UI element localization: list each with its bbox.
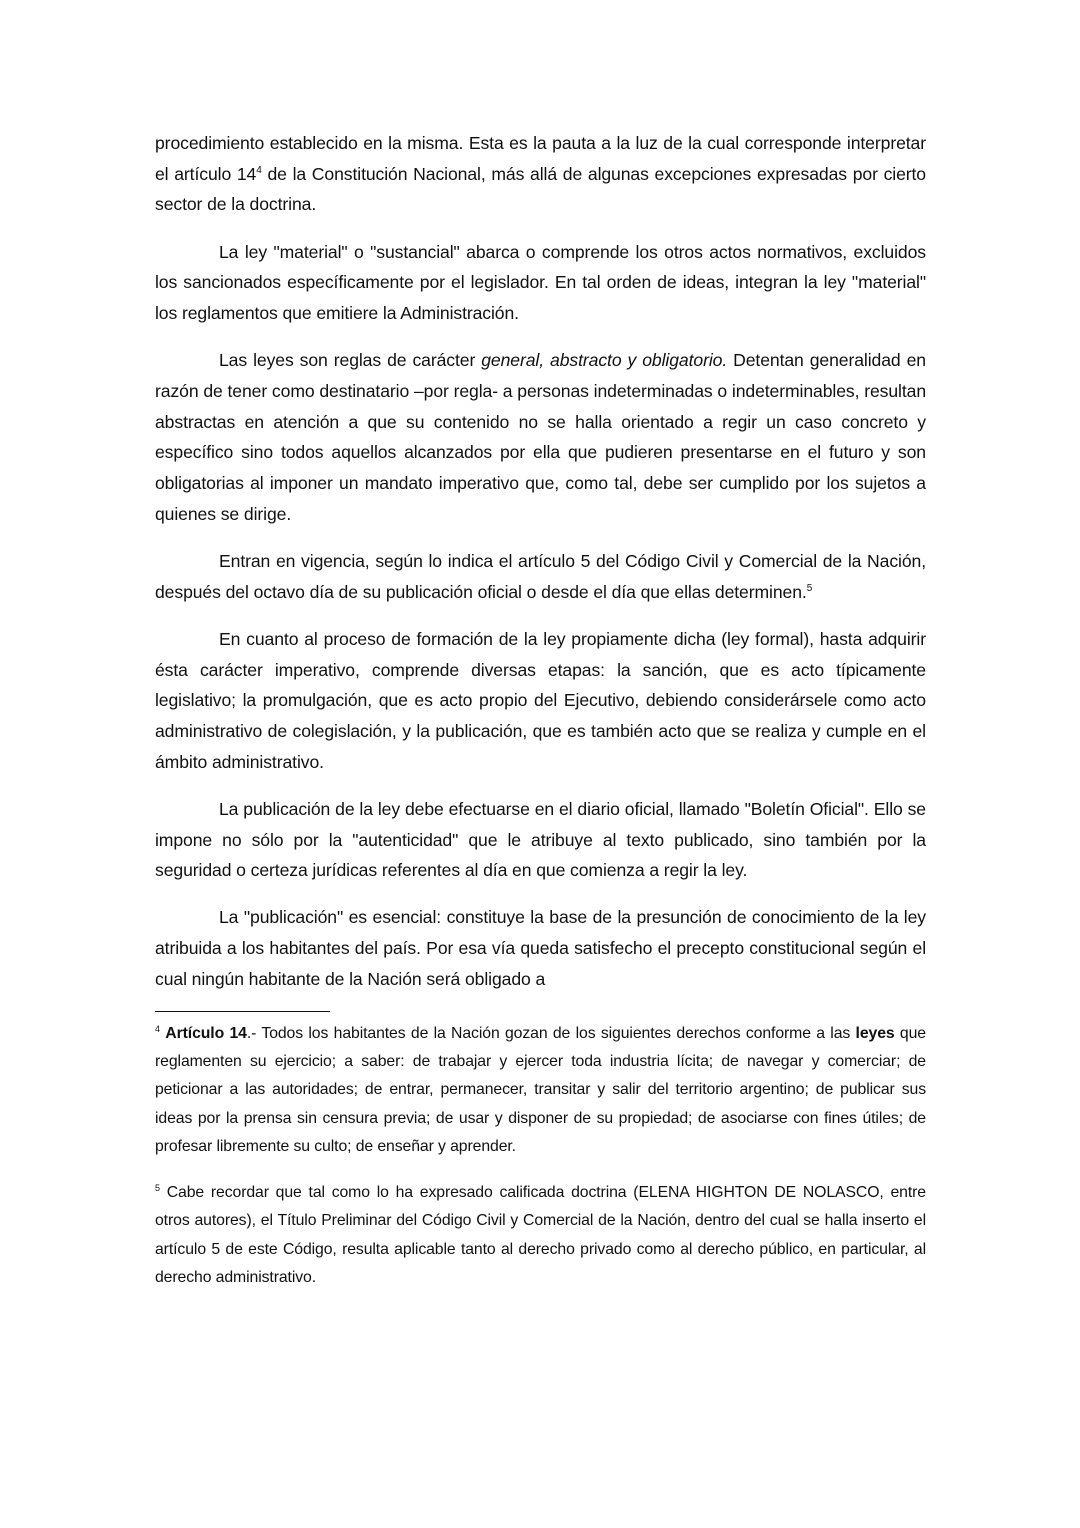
footnote-ref-5[interactable]: 5: [806, 582, 813, 594]
paragraph-6: La publicación de la ley debe efectuarse en el diario oficial, llamado "Boletín Oficial". Ello se impone no sólo por la "autenticidad" que le atribuye al texto publicado, sino también por la seguridad o certeza jurídicas referentes al día en que comienza a regir la ley.: [155, 798, 926, 881]
footnote-separator: [155, 1011, 330, 1012]
emphasis-text: general, abstracto y obligatorio.: [481, 350, 728, 371]
text: procedimiento establecido en la misma. Esta es la pauta a la luz de la cual corresponde interpretar el artículo 14: [155, 133, 926, 184]
footnote-5: [155, 1179, 926, 1292]
text: Entran en vigencia, según lo indica el artículo 5 del Código Civil y Comercial de la Nación, después del octavo día de su publicación oficial o desde el día que ellas determinen.: [155, 550, 926, 602]
paragraph-1: [155, 128, 926, 220]
text: Detentan generalidad en razón de tener como destinatario –por regla- a personas indeterminadas o indeterminables, resultan abstractas en atención a que su contenido no se halla orientado a regir un caso concreto y específico sino todos aquellos alcanzados por ella que pudieren presentarse en el futuro y son obligatorias al imponer un mandato imperativo que, como tal, debe ser cumplido por los sujetos a quienes se dirige.: [155, 350, 926, 524]
footnote-number: 4: [155, 1024, 160, 1035]
text: Las leyes son reglas de carácter: [219, 350, 482, 371]
footnote-number: 5: [155, 1183, 160, 1194]
paragraph-7: La "publicación" es esencial: constituye la base de la presunción de conocimiento de la ley atribuida a los habitantes del país. Por esa vía queda satisfecho el precepto constitucional según el cual ningún habitante de la Nación será obligado a: [155, 907, 926, 989]
paragraph-5: En cuanto al proceso de formación de la ley propiamente dicha (ley formal), hasta adquirir ésta carácter imperativo, comprende diversas etapas: la sanción, que es acto típicamente legislativo; la promulgación, que es acto propio del Ejecutivo, debiendo considerársele como acto administrativo de colegislación, y la publicación, que es también acto que se realiza y cumple en el ámbito administrativo.: [155, 628, 926, 772]
footnote-4: [155, 1020, 926, 1161]
bold-text: leyes: [855, 1025, 895, 1043]
bold-text: Artículo 14: [165, 1025, 247, 1043]
text: .- Todos los habitantes de la Nación gozan de los siguientes derechos conforme a las: [246, 1025, 856, 1043]
footnote-ref-4[interactable]: 4: [256, 164, 262, 176]
paragraph-2: La ley "material" o "sustancial" abarca o comprende los otros actos normativos, excluidos los sancionados específicamente por el legislador. En tal orden de ideas, integran la ley "material" los reglamentos que emitiere la Administración.: [155, 241, 926, 324]
paragraph-3: [155, 345, 926, 529]
paragraph-4: [155, 546, 926, 607]
document-page: [155, 128, 926, 1310]
text: de la Constitución Nacional, más allá de algunas excepciones expresadas por cierto sector de la doctrina.: [155, 163, 926, 215]
text: que reglamenten su ejercicio; a saber: de trabajar y ejercer toda industria lícita; de navegar y comerciar; de peticionar a las autoridades; de entrar, permanecer, transitar y salir del territorio argentino; de publicar sus ideas por la prensa sin censura previa; de usar y disponer de su propiedad; de asociarse con fines útiles; de profesar libremente su culto; de enseñar y aprender.: [155, 1025, 926, 1155]
text: Cabe recordar que tal como lo ha expresado calificada doctrina (ELENA HIGHTON DE NOLASCO, entre otros autores), el Título Preliminar del Código Civil y Comercial de la Nación, dentro del cual se halla inserto el artículo 5 de este Código, resulta aplicable tanto al derecho privado como al derecho público, en particular, al derecho administrativo.: [155, 1184, 926, 1286]
